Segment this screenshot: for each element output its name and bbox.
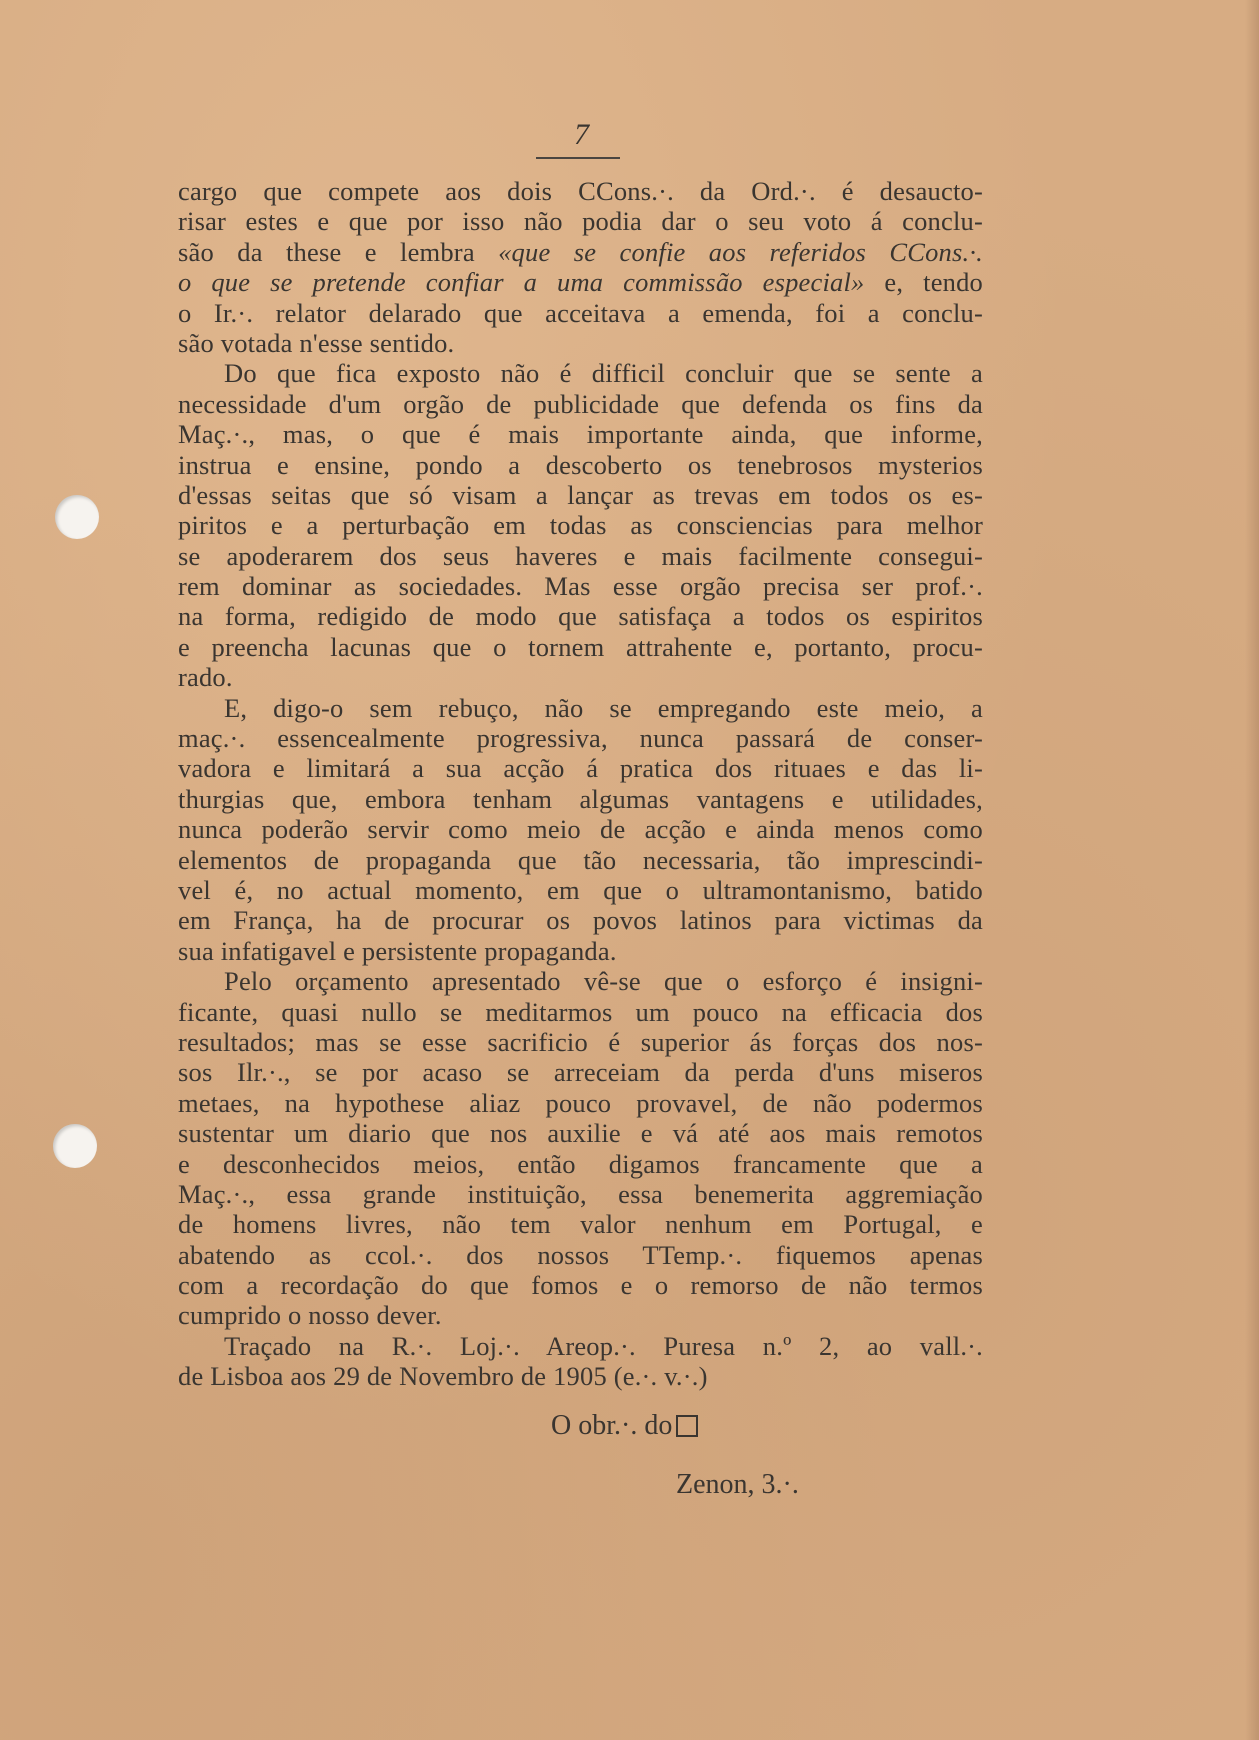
text-segment: e, tendo xyxy=(864,267,984,298)
page-edge-shadow xyxy=(1245,0,1259,1740)
punch-hole-top xyxy=(55,495,99,539)
text-line xyxy=(178,237,983,267)
text-line: em França, ha de procurar os povos latinos para victimas da xyxy=(178,905,983,936)
italic-quote: «que se confie aos referidos CCons.·. xyxy=(498,236,983,267)
text-line: se apoderarem dos seus haveres e mais facilmente consegui- xyxy=(178,540,983,571)
text-line: elementos de propaganda que tão necessaria, tão imprescindi- xyxy=(178,844,983,875)
text-line: instrua e ensine, pondo a descoberto os tenebrosos mysterios xyxy=(178,449,983,480)
text-line: ficante, quasi nullo se meditarmos um pouco na efficacia dos xyxy=(178,996,983,1027)
text-line: risar estes e que por isso não podia dar o seu voto á conclu- xyxy=(178,206,983,237)
page-number-rule xyxy=(536,157,620,159)
text-line: vel é, no actual momento, em que o ultramontanismo, batido xyxy=(178,874,983,905)
text-line: necessidade d'um orgão de publicidade que defenda os fins da xyxy=(178,388,983,419)
punch-hole-bottom xyxy=(53,1124,97,1168)
text-line: maç.·. essencealmente progressiva, nunca passará de conser- xyxy=(178,723,983,754)
text-line: de homens livres, não tem valor nenhum em Portugal, e xyxy=(178,1209,983,1240)
text-line: com a recordação do que fomos e o remorso de não termos xyxy=(178,1270,983,1301)
closing-signature-line xyxy=(551,1412,698,1440)
text-line: sos Ilr.·., se por acaso se arreceiam da perda d'uns miseros xyxy=(178,1057,983,1088)
signatory-name: Zenon, 3.·. xyxy=(676,1469,799,1500)
text-line: Maç.·., mas, o que é mais importante ainda, que informe, xyxy=(178,419,983,450)
text-line: e preencha lacunas que o tornem attrahente e, portanto, procu- xyxy=(178,631,983,662)
paragraph-start: Do que fica exposto não é difficil concluir que se sente a xyxy=(224,358,983,389)
text-line: cumprido o nosso dever. xyxy=(178,1300,442,1331)
text-line: e desconhecidos meios, então digamos francamente que a xyxy=(178,1148,983,1179)
text-line: nunca poderão servir como meio de acção e ainda menos como xyxy=(178,814,983,845)
text-line: o Ir.·. relator delarado que acceitava a emenda, foi a conclu- xyxy=(178,297,983,328)
text-line: são votada n'esse sentido. xyxy=(178,327,455,358)
text-line: d'essas seitas que só visam a lançar as trevas em todos os es- xyxy=(178,479,983,510)
italic-quote: o que se pretende confiar a uma commissão especial» xyxy=(178,267,865,298)
paragraph-start: E, digo-o sem rebuço, não se empregando este meio, a xyxy=(224,692,983,723)
text-segment: são da these e lembra xyxy=(178,236,499,267)
text-line: de Lisboa aos 29 de Novembro de 1905 (e.·. v.·.) xyxy=(178,1361,708,1392)
body-text xyxy=(178,176,983,1392)
text-line xyxy=(178,267,983,297)
lodge-square-icon xyxy=(676,1415,698,1437)
text-line: vadora e limitará a sua acção á pratica dos rituaes e das li- xyxy=(178,753,983,784)
text-line: Maç.·., essa grande instituição, essa benemerita aggremiação xyxy=(178,1178,983,1209)
paragraph-start: Pelo orçamento apresentado vê-se que o esforço é insigni- xyxy=(224,966,983,997)
text-line: cargo que compete aos dois CCons.·. da Ord.·. é desaucto- xyxy=(178,176,983,206)
text-line: metaes, na hypothese aliaz pouco provavel, de não podermos xyxy=(178,1087,983,1118)
text-line: na forma, redigido de modo que satisfaça a todos os espiritos xyxy=(178,601,983,632)
text-line: piritos e a perturbação em todas as consciencias para melhor xyxy=(178,510,983,541)
text-line: sustentar um diario que nos auxilie e vá até aos mais remotos xyxy=(178,1118,983,1149)
closing-obr-text: O obr.·. do xyxy=(551,1410,673,1441)
paragraph-start: Traçado na R.·. Loj.·. Areop.·. Puresa n.º 2, ao vall.·. xyxy=(224,1330,983,1361)
text-line: resultados; mas se esse sacrificio é superior ás forças dos nos- xyxy=(178,1026,983,1057)
page-number: 7 xyxy=(574,118,589,151)
text-line: rem dominar as sociedades. Mas esse orgão precisa ser prof.·. xyxy=(178,571,983,602)
text-line: rado. xyxy=(178,662,233,693)
text-line: abatendo as ccol.·. dos nossos TTemp.·. fiquemos apenas xyxy=(178,1239,983,1270)
text-line: sua infatigavel e persistente propaganda. xyxy=(178,935,617,966)
text-line: thurgias que, embora tenham algumas vantagens e utilidades, xyxy=(178,783,983,814)
